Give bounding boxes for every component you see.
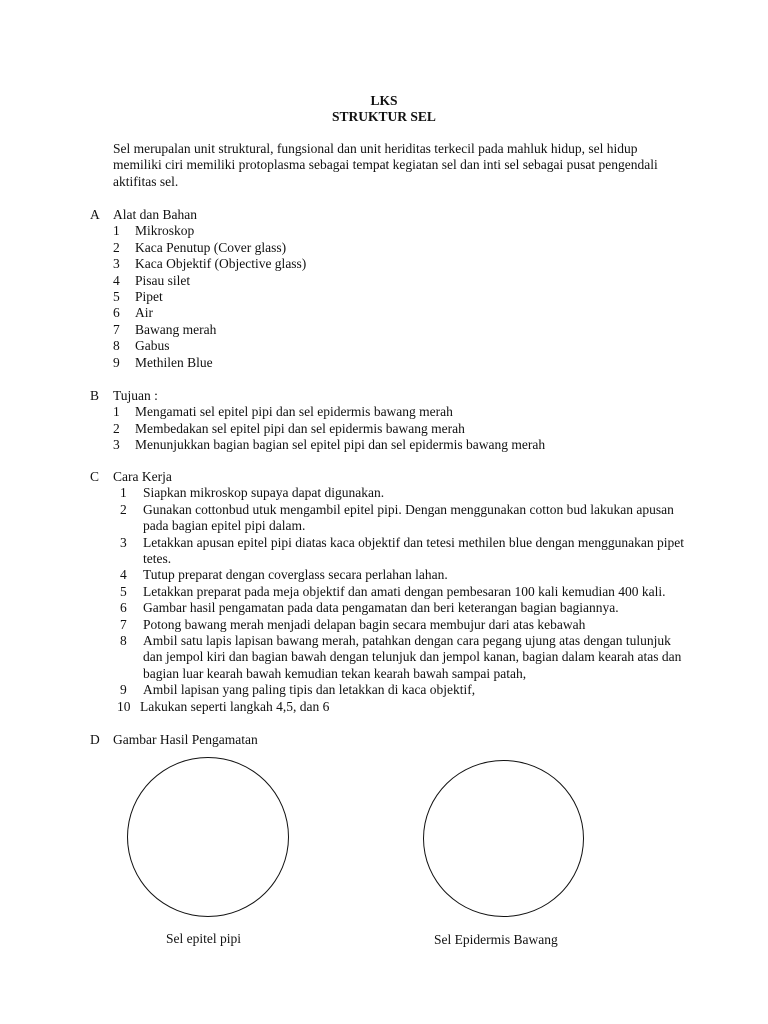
list-text: Membedakan sel epitel pipi dan sel epidermis bawang merah — [135, 420, 465, 436]
list-number: 7 — [120, 616, 127, 632]
list-alat-bahan — [90, 223, 690, 371]
list-text: Potong bawang merah menjadi delapan bagin secara membujur dari atas kebawah — [143, 616, 586, 632]
list-item — [90, 600, 690, 616]
list-number: 1 — [113, 223, 120, 239]
list-item — [90, 289, 690, 305]
section-letter: D — [90, 732, 100, 747]
list-text: Ambil lapisan yang paling tipis dan letakkan di kaca objektif, — [143, 682, 476, 698]
list-number: 2 — [113, 239, 120, 255]
list-number: 7 — [113, 321, 120, 337]
list-number: 3 — [120, 534, 127, 550]
list-number: 9 — [113, 354, 120, 370]
title-struktur-sel: STRUKTUR SEL — [332, 109, 436, 124]
observation-circle-epidermis — [423, 760, 584, 917]
list-number: 6 — [120, 600, 127, 616]
section-letter: C — [90, 469, 100, 484]
list-item — [90, 535, 690, 568]
list-text: Lakukan seperti langkah 4,5, dan 6 — [140, 698, 330, 714]
list-number: 3 — [113, 437, 120, 453]
list-item — [90, 273, 690, 289]
list-cara-kerja — [90, 485, 690, 715]
list-text: Kaca Objektif (Objective glass) — [135, 256, 307, 272]
list-text: Ambil satu lapis lapisan bawang merah, patahkan dengan cara pegang ujung atas dengan tulunjuk dan jempol kiri dan bagian bawah dengan telunjuk dan jempol kanan, bagian dalam kearah atas dan bagian luar kearah bawah kemudian tekan kearah bawah sampai patah, — [143, 633, 682, 681]
list-item — [90, 305, 690, 321]
list-text: Mengamati sel epitel pipi dan sel epidermis bawang merah — [135, 404, 453, 420]
list-item — [90, 421, 690, 437]
intro-paragraph: Sel merupalan unit struktural, fungsional dan unit heriditas terkecil pada mahluk hidup, sel hidup memiliki ciri memiliki protoplasma sebagai tempat kegiatan sel dan inti sel sebagai pusat pengendali aktifitas sel. — [113, 141, 658, 189]
section-b — [90, 388, 690, 454]
list-number: 2 — [113, 420, 120, 436]
list-item — [90, 322, 690, 338]
list-item — [90, 338, 690, 354]
caption-epidermis-bawang: Sel Epidermis Bawang — [434, 932, 558, 947]
list-text: Air — [135, 305, 153, 321]
list-text: Kaca Penutup (Cover glass) — [135, 239, 287, 255]
list-item — [90, 437, 690, 453]
list-text: Bawang merah — [135, 321, 217, 337]
list-number: 10 — [117, 698, 131, 714]
list-item — [90, 682, 690, 698]
list-tujuan — [90, 404, 690, 453]
list-item — [90, 355, 690, 371]
list-item — [90, 256, 690, 272]
list-number: 8 — [120, 633, 127, 649]
list-text: Mikroskop — [135, 223, 195, 239]
section-heading: Cara Kerja — [113, 469, 172, 484]
list-number: 4 — [120, 567, 127, 583]
list-number: 6 — [113, 305, 120, 321]
list-item — [90, 699, 690, 715]
section-heading: Gambar Hasil Pengamatan — [113, 732, 258, 747]
list-number: 8 — [113, 338, 120, 354]
list-number: 1 — [113, 404, 120, 420]
list-text: Gambar hasil pengamatan pada data pengamatan dan beri keterangan bagian bagiannya. — [143, 600, 619, 616]
list-text: Pipet — [135, 289, 163, 305]
section-c — [90, 469, 690, 715]
section-letter: A — [90, 207, 100, 222]
list-text: Pisau silet — [135, 272, 191, 288]
list-number: 9 — [120, 682, 127, 698]
list-item — [90, 617, 690, 633]
list-item — [90, 404, 690, 420]
list-text: Tutup preparat dengan coverglass secara perlahan lahan. — [143, 567, 448, 583]
list-text: Menunjukkan bagian bagian sel epitel pipi dan sel epidermis bawang merah — [135, 437, 546, 453]
list-item — [90, 584, 690, 600]
list-text: Siapkan mikroskop supaya dapat digunakan. — [143, 485, 385, 501]
section-heading: Tujuan : — [113, 388, 158, 403]
list-number: 3 — [113, 256, 120, 272]
list-number: 1 — [120, 485, 127, 501]
list-text: Gunakan cottonbud utuk mengambil epitel pipi. Dengan menggunakan cotton bud lakukan apusan pada bagian epitel pipi dalam. — [143, 501, 674, 534]
list-number: 5 — [120, 583, 127, 599]
list-text: Gabus — [135, 338, 170, 354]
list-number: 4 — [113, 272, 120, 288]
list-number: 2 — [120, 501, 127, 517]
section-heading: Alat dan Bahan — [113, 207, 197, 222]
list-item — [90, 567, 690, 583]
observation-circle-epitel — [127, 757, 289, 917]
list-item — [90, 502, 690, 535]
list-text: Letakkan apusan epitel pipi diatas kaca objektif dan tetesi methilen blue dengan menggunakan pipet tetes. — [143, 534, 684, 567]
list-item — [90, 240, 690, 256]
section-d — [90, 732, 690, 748]
list-text: Letakkan preparat pada meja objektif dan amati dengan pembesaran 100 kali kemudian 400 kali. — [143, 583, 666, 599]
list-number: 5 — [113, 289, 120, 305]
section-a — [90, 207, 690, 371]
section-letter: B — [90, 388, 100, 403]
list-item — [90, 485, 690, 501]
caption-epitel-pipi: Sel epitel pipi — [166, 931, 241, 946]
title-lks: LKS — [370, 93, 398, 108]
list-text: Methilen Blue — [135, 354, 213, 370]
list-item — [90, 223, 690, 239]
list-item — [90, 633, 690, 682]
